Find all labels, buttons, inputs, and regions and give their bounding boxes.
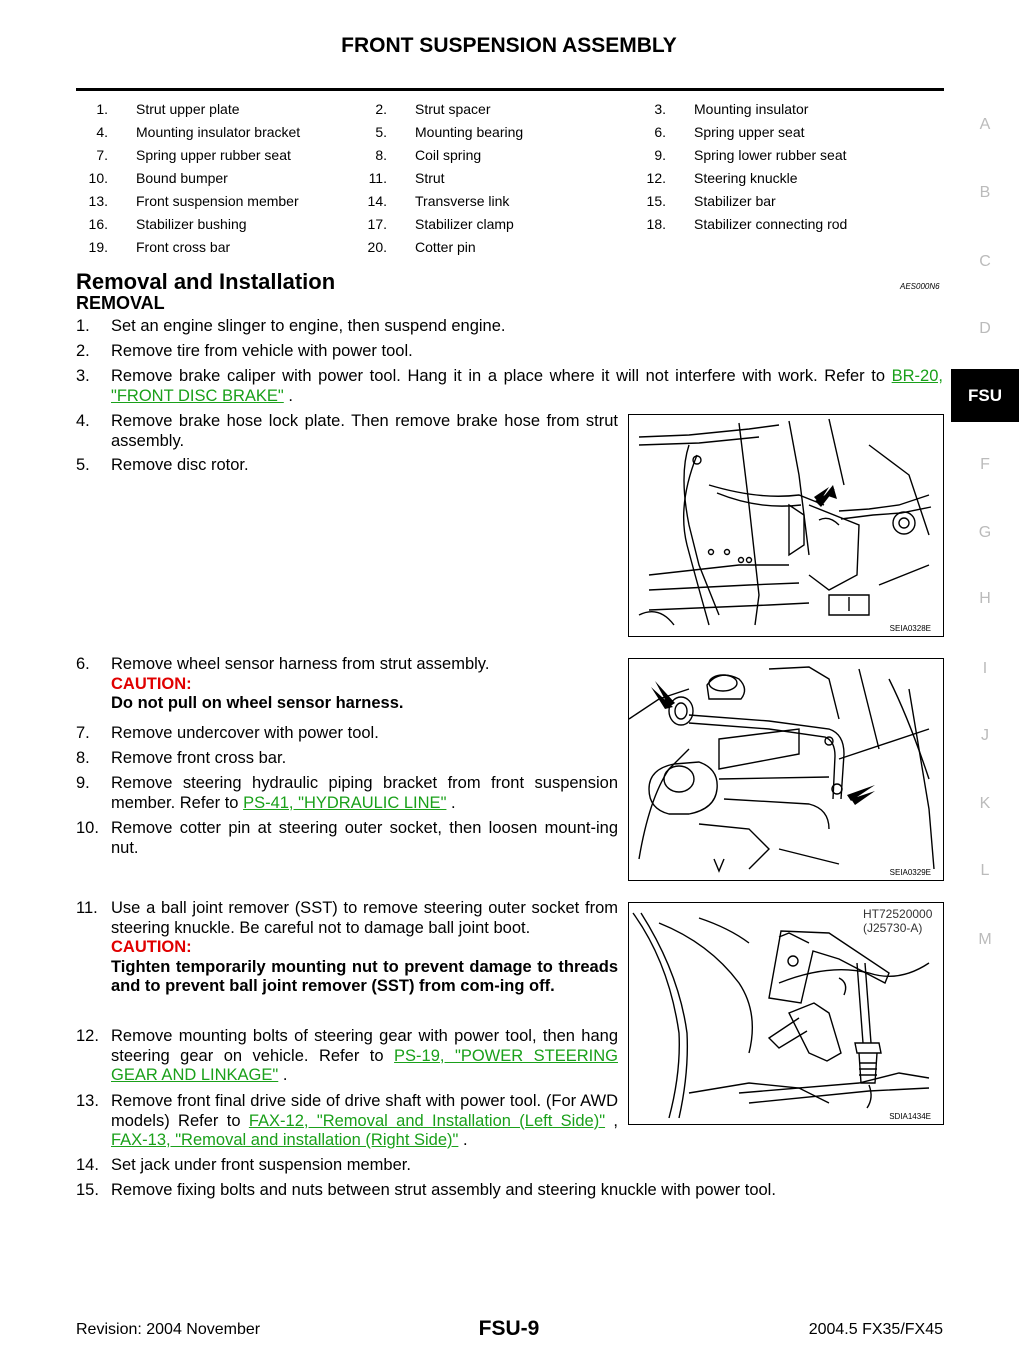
link-ps-41[interactable]: PS-41, "HYDRAULIC LINE" <box>243 793 447 812</box>
footer-revision: Revision: 2004 November <box>76 1321 261 1338</box>
figure-id: SEIA0328E <box>889 624 931 633</box>
tool-label-1: HT72520000 <box>863 907 933 921</box>
legend-item: 16. Stabilizer bushing <box>88 216 247 232</box>
legend-item: 14. Transverse link <box>367 193 510 209</box>
sidebar-tab-fsu-active[interactable]: FSU <box>951 369 1019 422</box>
sidebar-tab-c[interactable]: C <box>979 253 991 270</box>
section-subtitle: REMOVAL <box>76 293 165 313</box>
legend-item: 8. Coil spring <box>375 147 482 163</box>
link-fax-12[interactable]: FAX-12, "Removal and Installation (Left Side)" <box>248 1111 606 1130</box>
legend-item: 3. Mounting insulator <box>654 101 809 117</box>
figure-brake-hose <box>628 414 944 637</box>
sidebar-tab-m[interactable]: M <box>978 931 992 948</box>
legend-row <box>76 101 944 124</box>
caution-text: Do not pull on wheel sensor harness. <box>111 694 404 712</box>
caution-text: Tighten temporarily mounting nut to prevent damage to threads and to prevent ball joint remover (SST) from com-ing off. <box>111 957 618 995</box>
legend-item: 9. Spring lower rubber seat <box>654 147 847 163</box>
wheel-sensor-illustration <box>629 659 943 880</box>
legend-item: 5. Mounting bearing <box>375 124 524 140</box>
legend-item: 17. Stabilizer clamp <box>367 216 514 232</box>
sidebar-tab-h[interactable]: H <box>979 590 991 607</box>
sidebar-tab-d[interactable]: D <box>979 320 991 337</box>
legend-item: 4. Mounting insulator bracket <box>96 124 301 140</box>
parts-legend <box>76 101 944 262</box>
legend-item: 20. Cotter pin <box>367 239 476 255</box>
section-title: Removal and Installation <box>76 269 336 294</box>
legend-row <box>76 170 944 193</box>
sidebar-tab-j[interactable]: J <box>981 727 989 744</box>
legend-item: 7. Spring upper rubber seat <box>96 147 291 163</box>
legend-row <box>76 239 944 262</box>
legend-row <box>76 193 944 216</box>
section-code: AES000N6 <box>900 282 940 291</box>
legend-item: 13. Front suspension member <box>88 193 299 209</box>
figure-wheel-sensor <box>628 658 944 881</box>
legend-item: 15. Stabilizer bar <box>646 193 776 209</box>
title-rule <box>76 88 944 91</box>
caution-label: CAUTION: <box>111 674 192 693</box>
tool-label-2: (J25730-A) <box>863 921 923 935</box>
caution-label: CAUTION: <box>111 938 192 956</box>
sidebar-tab-f[interactable]: F <box>980 456 990 473</box>
legend-item: 6. Spring upper seat <box>654 124 805 140</box>
sidebar-tab-l[interactable]: L <box>980 862 990 879</box>
sidebar-tab-g[interactable]: G <box>978 524 992 541</box>
legend-item: 18. Stabilizer connecting rod <box>646 216 848 232</box>
sidebar-tab-k[interactable]: K <box>979 795 991 812</box>
legend-item: 2. Strut spacer <box>375 101 491 117</box>
brake-hose-illustration <box>629 415 943 636</box>
sidebar-tab-a[interactable]: A <box>979 116 991 133</box>
sidebar-tab-i[interactable]: I <box>982 660 988 677</box>
link-ps-19[interactable]: PS-19, "POWER STEERING GEAR AND LINKAGE" <box>111 1046 618 1084</box>
link-br-20[interactable]: BR-20, "FRONT DISC BRAKE" <box>111 367 943 405</box>
figure-id: SEIA0329E <box>889 868 931 877</box>
link-fax-13[interactable]: FAX-13, "Removal and installation (Right Side)" <box>111 1131 459 1149</box>
footer-page-number: FSU-9 <box>478 1317 540 1340</box>
legend-item: 1. Strut upper plate <box>96 101 240 117</box>
legend-item: 12. Steering knuckle <box>646 170 798 186</box>
arrow-icon <box>847 785 875 805</box>
figure-ball-joint-remover <box>628 902 944 1125</box>
legend-row <box>76 216 944 239</box>
sidebar-tab-b[interactable]: B <box>979 184 991 201</box>
footer-model: 2004.5 FX35/FX45 <box>808 1321 943 1338</box>
ball-joint-remover-illustration <box>629 903 943 1124</box>
legend-item: 19. Front cross bar <box>88 239 231 255</box>
legend-row <box>76 147 944 170</box>
legend-row <box>76 124 944 147</box>
legend-item: 10. Bound bumper <box>88 170 228 186</box>
page-title: FRONT SUSPENSION ASSEMBLY <box>341 34 677 57</box>
figure-id: SDIA1434E <box>889 1112 931 1121</box>
legend-item: 11. Strut <box>368 170 445 186</box>
